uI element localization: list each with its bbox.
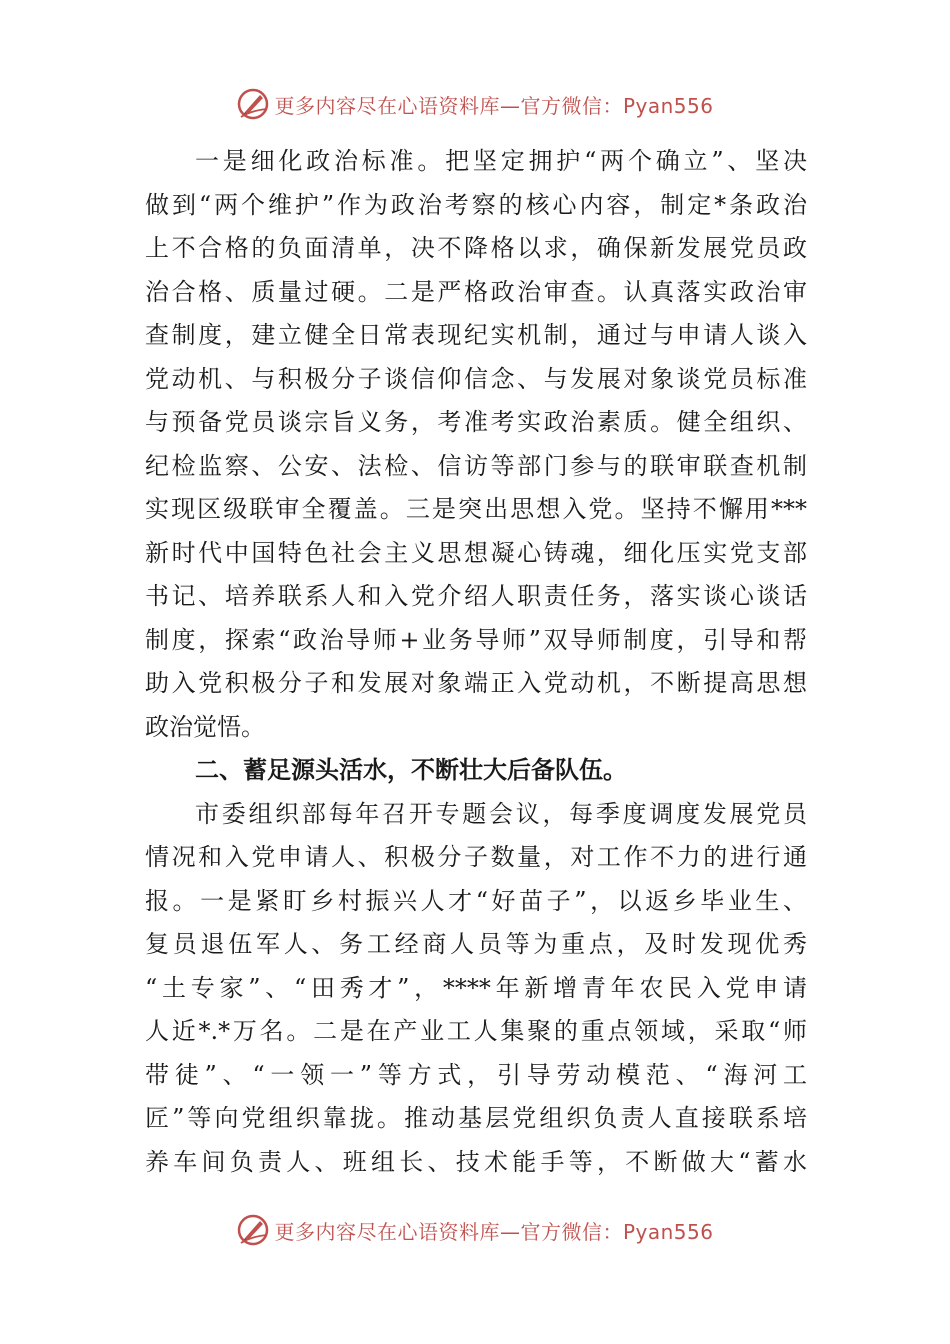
text-line: 报。一是紧盯乡村振兴人才“好苗子”，以返乡毕业生、 bbox=[145, 886, 807, 915]
text-line: 带徒”、“一领一”等方式，引导劳动模范、“海河工 bbox=[145, 1060, 807, 1089]
text-line: 复员退伍军人、务工经商人员等为重点，及时发现优秀 bbox=[145, 930, 807, 958]
paragraph-reserve-team bbox=[145, 793, 807, 1185]
text-line: 党动机、与积极分子谈信仰信念、与发展对象谈党员标准 bbox=[145, 364, 807, 393]
text-line: 查制度，建立健全日常表现纪实机制，通过与申请人谈入 bbox=[145, 321, 807, 349]
text-line: 情况和入党申请人、积极分子数量，对工作不力的进行通 bbox=[145, 843, 807, 871]
pen-circle-logo-icon bbox=[236, 1213, 270, 1247]
text-line: 政治觉悟。 bbox=[145, 712, 265, 741]
watermark-text: 更多内容尽在心语资料库—官方微信：Pyan556 bbox=[274, 93, 714, 118]
watermark-text: 更多内容尽在心语资料库—官方微信：Pyan556 bbox=[274, 1219, 714, 1244]
paragraph-political-standards bbox=[145, 140, 807, 749]
text-line: 制度，探索“政治导师+业务导师”双导师制度，引导和帮 bbox=[145, 625, 807, 654]
document-body bbox=[145, 140, 807, 1184]
text-line: “土专家”、“田秀才”，****年新增青年农民入党申请 bbox=[145, 973, 807, 1002]
text-line: 书记、培养联系人和入党介绍人职责任务，落实谈心谈话 bbox=[145, 582, 807, 610]
section-heading: 二、蓄足源头活水，不断壮大后备队伍。 bbox=[195, 756, 627, 784]
text-line: 市委组织部每年召开专题会议，每季度调度发展党员 bbox=[195, 799, 807, 828]
text-line: 新时代中国特色社会主义思想凝心铸魂，细化压实党支部 bbox=[145, 538, 807, 567]
footer-watermark bbox=[0, 1210, 950, 1250]
text-line: 人近*.*万名。二是在产业工人集聚的重点领域，采取“师 bbox=[145, 1017, 807, 1045]
text-line: 一是细化政治标准。把坚定拥护“两个确立”、坚决 bbox=[195, 147, 807, 175]
text-line: 上不合格的负面清单，决不降格以求，确保新发展党员政 bbox=[145, 234, 807, 262]
text-line: 纪检监察、公安、法检、信访等部门参与的联审联查机制 bbox=[145, 451, 807, 480]
text-line: 实现区级联审全覆盖。三是突出思想入党。坚持不懈用*** bbox=[145, 495, 807, 523]
text-line: 养车间负责人、班组长、技术能手等，不断做大“蓄水 bbox=[145, 1147, 807, 1176]
text-line: 与预备党员谈宗旨义务，考准考实政治素质。健全组织、 bbox=[145, 408, 807, 436]
pen-circle-logo-icon bbox=[236, 87, 270, 121]
text-line: 匠”等向党组织靠拢。推动基层党组织负责人直接联系培 bbox=[145, 1104, 807, 1132]
header-watermark bbox=[0, 84, 950, 124]
text-line: 助入党积极分子和发展对象端正入党动机，不断提高思想 bbox=[145, 669, 807, 697]
text-line: 做到“两个维护”作为政治考察的核心内容，制定*条政治 bbox=[145, 190, 807, 219]
text-line: 治合格、质量过硬。二是严格政治审查。认真落实政治审 bbox=[145, 277, 807, 306]
